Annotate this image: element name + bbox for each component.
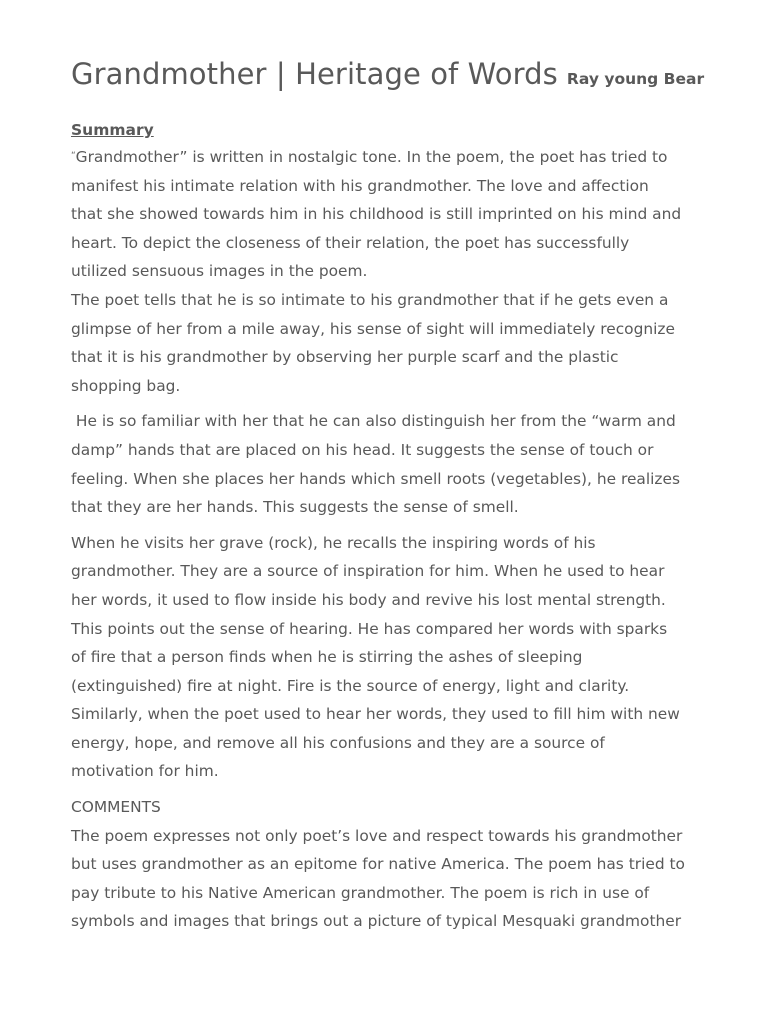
- paragraph-line: shopping bag.: [71, 376, 181, 395]
- paragraph-line: feeling. When she places her hands which smell roots (vegetables), he realizes: [71, 469, 680, 488]
- paragraph-1: [71, 142, 708, 286]
- paragraph-2: [71, 286, 708, 400]
- paragraph-line: This points out the sense of hearing. He has compared her words with sparks: [71, 619, 668, 638]
- paragraph-line: utilized sensuous images in the poem.: [71, 262, 368, 281]
- title-line: [71, 52, 708, 101]
- paragraph-line: symbols and images that brings out a picture of typical Mesquaki grandmother: [71, 912, 682, 931]
- paragraph-5: [71, 822, 708, 936]
- paragraph-line: Similarly, when the poet used to hear her words, they used to fill him with new: [71, 705, 680, 724]
- paragraph-line: that it is his grandmother by observing her purple scarf and the plastic: [71, 348, 619, 367]
- paragraph-line: pay tribute to his Native American grandmother. The poem is rich in use of: [71, 883, 650, 902]
- paragraph-4: [71, 529, 708, 786]
- paragraph-line: that she showed towards him in his childhood is still imprinted on his mind and: [71, 205, 682, 224]
- paragraph-line: heart. To depict the closeness of their relation, the poet has successfully: [71, 233, 630, 252]
- paragraph-3: [71, 407, 708, 521]
- author-name: Ray young Bear: [566, 70, 705, 88]
- paragraph-line: her words, it used to flow inside his body and revive his lost mental strength.: [71, 590, 666, 609]
- paragraph-line: glimpse of her from a mile away, his sense of sight will immediately recognize: [71, 319, 675, 338]
- comments-heading: COMMENTS: [71, 798, 161, 817]
- paragraph-line: energy, hope, and remove all his confusions and they are a source of: [71, 733, 605, 752]
- paragraph-line: but uses grandmother as an epitome for native America. The poem has tried to: [71, 855, 685, 874]
- open-quote: “: [71, 151, 76, 161]
- paragraph-line: that they are her hands. This suggests the sense of smell.: [71, 498, 519, 517]
- paragraph-line: grandmother. They are a source of inspiration for him. When he used to hear: [71, 562, 665, 581]
- summary-heading: Summary: [71, 121, 154, 139]
- paragraph-line: The poet tells that he is so intimate to his grandmother that if he gets even a: [71, 290, 669, 309]
- paragraph-line: The poem expresses not only poet’s love and respect towards his grandmother: [71, 826, 683, 845]
- page-title: Grandmother | Heritage of Words: [71, 57, 558, 91]
- paragraph-line: manifest his intimate relation with his grandmother. The love and affection: [71, 176, 649, 195]
- paragraph-line: “Grandmother” is written in nostalgic tone. In the poem, the poet has tried to: [71, 148, 668, 166]
- paragraph-line: (extinguished) fire at night. Fire is the source of energy, light and clarity.: [71, 676, 630, 695]
- paragraph-line: motivation for him.: [71, 762, 219, 781]
- paragraph-line: damp” hands that are placed on his head. It suggests the sense of touch or: [71, 440, 654, 459]
- paragraph-line: When he visits her grave (rock), he recalls the inspiring words of his: [71, 533, 596, 552]
- paragraph-line: He is so familiar with her that he can also distinguish her from the “warm and: [71, 412, 676, 431]
- paragraph-line: of fire that a person finds when he is stirring the ashes of sleeping: [71, 648, 583, 667]
